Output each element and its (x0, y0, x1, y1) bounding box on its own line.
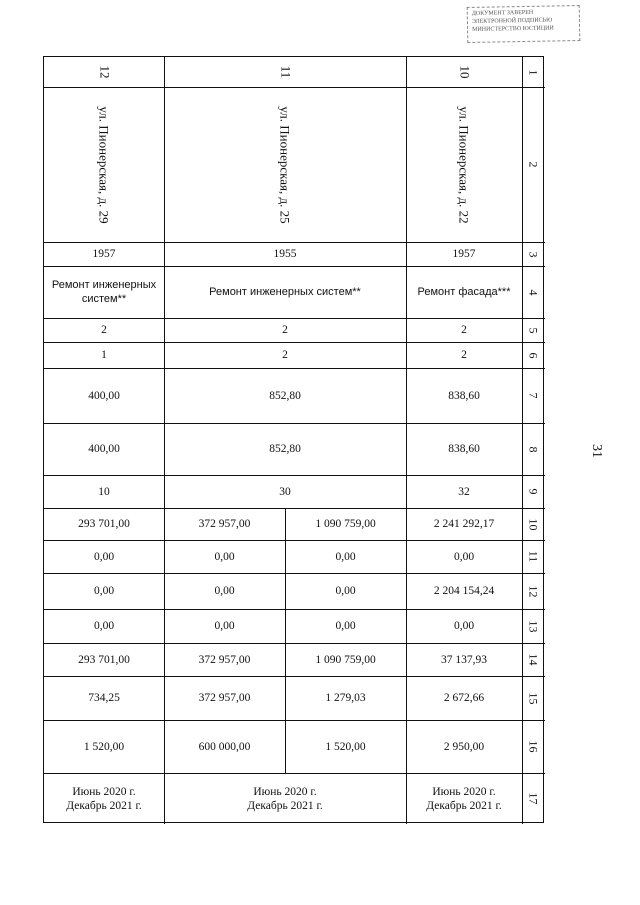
table-cell: 2 (461, 349, 467, 361)
table-cell: 838,60 (448, 443, 480, 455)
stamp-line: ЭЛЕКТРОННОЙ ПОДПИСЬЮ (471, 17, 553, 25)
table-cell: 0,00 (93, 620, 115, 632)
table-cell: 2 (461, 324, 467, 336)
row-number: 5 (526, 327, 541, 333)
table-cell: 0,00 (335, 620, 356, 632)
work-type-cell: Ремонт фасада*** (417, 286, 511, 298)
year-cell: 1957 (452, 248, 476, 260)
page-number: 31 (589, 444, 604, 458)
date-range-cell: Июнь 2020 г. Декабрь 2021 г. (66, 785, 142, 812)
column-number: 12 (97, 65, 112, 79)
column-number: 11 (278, 65, 293, 79)
table-cell: 838,60 (448, 389, 480, 402)
table-cell: 2 (101, 324, 107, 336)
table-cell: 0,00 (93, 585, 115, 597)
table-cell: 1 520,00 (325, 740, 366, 753)
table-cell: 0,00 (214, 585, 235, 597)
table-cell: 600 000,00 (198, 740, 251, 753)
row-number: 15 (526, 692, 541, 704)
work-type-cell: Ремонт инженерных систем** (209, 286, 361, 298)
table-cell: 1 090 759,00 (315, 518, 376, 530)
table-cell: 372 957,00 (198, 653, 251, 666)
table-cell: 0,00 (335, 585, 356, 597)
data-table (43, 56, 544, 823)
row-number: 7 (526, 392, 541, 399)
address-cell: ул. Пионерская, д. 29 (97, 105, 112, 224)
row-number: 16 (526, 740, 541, 753)
table-cell: 400,00 (88, 443, 120, 455)
column-number: 10 (457, 65, 472, 79)
row-number: 17 (526, 792, 541, 805)
table-cell: 0,00 (453, 620, 475, 632)
table-cell: 0,00 (93, 550, 115, 563)
table-cell: 2 950,00 (443, 740, 485, 753)
table-cell: 10 (98, 485, 110, 498)
year-cell: 1955 (273, 248, 297, 260)
row-number: 1 (526, 69, 541, 75)
table-cell: 2 672,66 (443, 692, 485, 704)
row-number: 4 (526, 289, 541, 295)
table-cell: 852,80 (269, 389, 301, 402)
table-cell: 400,00 (88, 389, 120, 402)
table-cell: 0,00 (453, 550, 475, 563)
table-cell: 293 701,00 (78, 518, 130, 530)
table-cell: 37 137,93 (441, 653, 487, 666)
table-cell: 1 279,03 (325, 692, 366, 704)
row-number: 10 (526, 518, 541, 530)
table-cell: 0,00 (214, 620, 235, 632)
table-cell: 2 241 292,17 (433, 518, 495, 530)
table-cell: 2 204 154,24 (433, 585, 495, 597)
table-cell: 293 701,00 (78, 653, 130, 666)
row-number: 9 (526, 488, 541, 495)
table-cell: 372 957,00 (198, 518, 251, 530)
table-cell: 30 (279, 485, 291, 498)
table-cell: 2 (282, 349, 288, 361)
work-type-cell: Ремонт инженерных систем** (51, 279, 157, 305)
row-number: 8 (526, 446, 541, 452)
address-cell: ул. Пионерская, д. 22 (457, 105, 472, 224)
stamp-line: МИНИСТЕРСТВО ЮСТИЦИИ (472, 25, 554, 33)
row-number: 3 (526, 251, 541, 257)
table-cell: 0,00 (335, 550, 356, 563)
date-range-cell: Июнь 2020 г. Декабрь 2021 г. (426, 785, 502, 812)
table-cell: 734,25 (88, 692, 120, 704)
date-range-cell: Июнь 2020 г. Декабрь 2021 г. (247, 785, 323, 812)
table-cell: 372 957,00 (198, 692, 251, 704)
row-number: 2 (526, 161, 541, 168)
table-cell: 1 090 759,00 (315, 653, 376, 666)
table-cell: 2 (282, 324, 288, 336)
table-cell: 852,80 (269, 443, 301, 455)
approval-stamp (467, 5, 581, 43)
table-cell: 1 520,00 (83, 740, 125, 753)
stamp-line: ДОКУМЕНТ ЗАВЕРЕН (471, 9, 534, 17)
row-number: 12 (526, 585, 541, 597)
row-number: 11 (526, 550, 541, 563)
row-number: 13 (526, 620, 541, 632)
table-cell: 32 (458, 485, 470, 498)
row-number: 14 (526, 653, 541, 666)
row-number: 6 (526, 352, 541, 358)
table-cell: 1 (101, 349, 107, 361)
year-cell: 1957 (92, 248, 116, 260)
address-cell: ул. Пионерская, д. 25 (278, 105, 293, 224)
table-cell: 0,00 (214, 550, 235, 563)
